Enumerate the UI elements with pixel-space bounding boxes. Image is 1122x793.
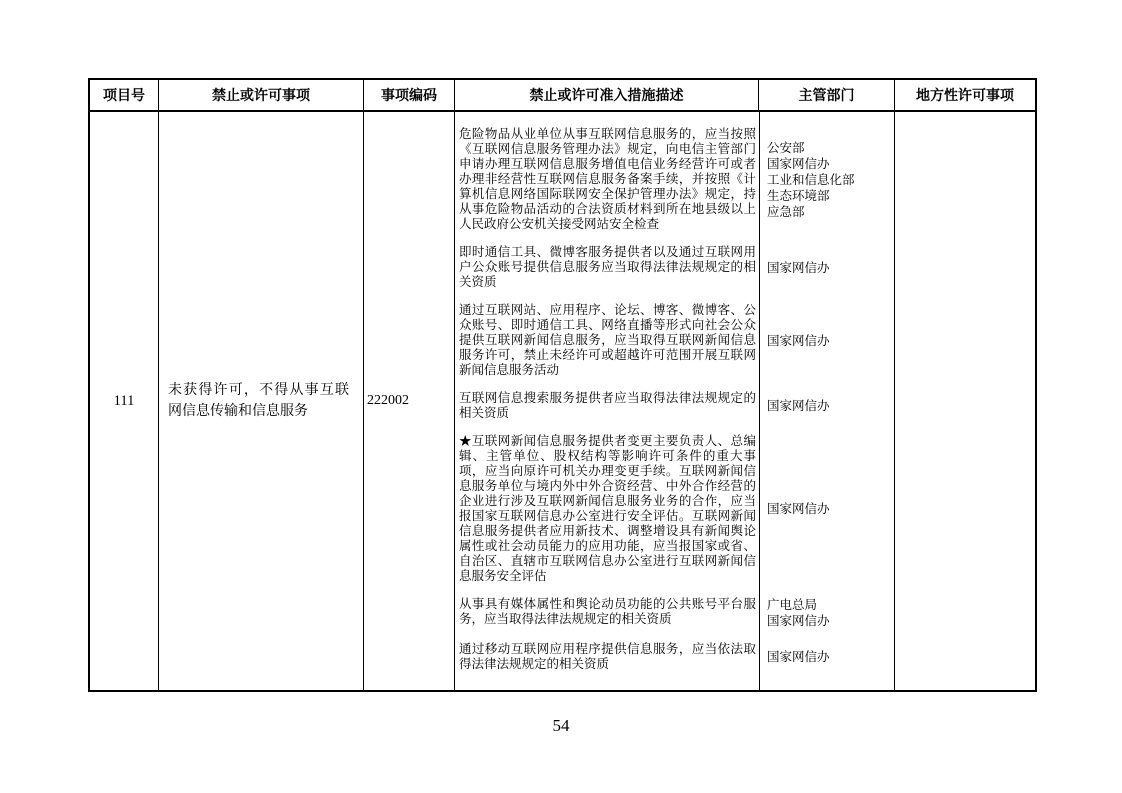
department-name: 国家网信办: [767, 260, 830, 275]
measure-departments: [759, 597, 894, 642]
measure-desc: 通过互联网站、应用程序、论坛、博客、微博客、公众账号、即时通信工具、网络直播等形式向社会公众提供互联网新闻信息服务，应当取得互联网新闻信息服务许可，禁止未经许可或超越许可范围开展互联网新闻信息服务活动: [459, 303, 756, 377]
measure-departments: [759, 112, 894, 245]
department-name: 工业和信息化部: [767, 172, 855, 187]
measure-desc: 互联网信息搜索服务提供者应当取得法律法规规定的相关资质: [459, 391, 756, 420]
department-name: 国家网信办: [767, 614, 830, 628]
measures-filler: [455, 685, 759, 690]
measure-desc: 危险物品从业单位从事互联网信息服务的，应当按照《互联网信息服务管理办法》规定，向电信主管部门申请办理互联网信息服务增值电信业务经营许可或者办理非经营性互联网信息服务备案手续，并按照《计算机信息网络国际联网安全保护管理办法》规定，持从事危险物品活动的合法资质材料到所在地县级以上人民政府公安机关接受网站安全检查: [459, 127, 756, 231]
item-code-cell: 222002: [364, 112, 455, 690]
col-header-measure-desc: 禁止或许可准入措施描述: [455, 80, 759, 112]
measure-desc: 从事具有媒体属性和舆论动员功能的公共账号平台服务，应当取得法律法规规定的相关资质: [459, 597, 756, 626]
measure-desc: ★互联网新闻信息服务提供者变更主要负责人、总编辑、主管单位、股权结构等影响许可条件的重大事项，应当向原许可机关办理变更手续。互联网新闻信息服务单位与境内外中外合资经营、中外合作经营的企业进行涉及互联网新闻信息服务业务的合作，应当报国家互联网信息办公室进行安全评估。互联网新闻信息服务提供者应用新技术、调整增设具有新闻舆论属性或社会动员能力的应用功能，应当报国家或省、自治区、直辖市互联网信息办公室进行互联网新闻信息服务安全评估: [459, 434, 756, 583]
permit-items-table: [88, 78, 1037, 692]
measure-departments: [759, 391, 894, 434]
department-name: 国家网信办: [767, 156, 830, 171]
item-name-cell: [159, 112, 364, 690]
page-number: 54: [552, 716, 570, 735]
measure-departments: [759, 434, 894, 597]
department-name: 国家网信办: [767, 502, 830, 516]
department-name: 国家网信办: [767, 650, 830, 664]
col-header-item: 禁止或许可事项: [159, 80, 364, 112]
measures-grid: [455, 112, 895, 690]
col-header-department: 主管部门: [759, 80, 895, 112]
item-name-text: 未获得许可，不得从事互联网信息传输和信息服务: [168, 383, 349, 419]
col-header-local-permit: 地方性许可事项: [895, 80, 1035, 112]
col-header-code: 事项编码: [364, 80, 455, 112]
local-permit-cell: [895, 112, 1035, 690]
department-name: 应急部: [767, 204, 805, 219]
department-name: 国家网信办: [767, 399, 830, 413]
department-name: 公安部: [767, 140, 805, 155]
department-name: 生态环境部: [767, 188, 830, 203]
department-name: 国家网信办: [767, 333, 830, 348]
measure-desc: 即时通信工具、微博客服务提供者以及通过互联网用户公众账号提供信息服务应当取得法律法规规定的相关资质: [459, 245, 756, 289]
measure-departments: [759, 245, 894, 303]
measure-departments: [759, 642, 894, 685]
department-name: 广电总局: [767, 598, 818, 612]
measure-departments: [759, 303, 894, 391]
measures-filler-dept: [759, 685, 894, 690]
col-header-project-no: 项目号: [90, 80, 159, 112]
project-no-cell: 111: [90, 112, 159, 690]
measure-desc: 通过移动互联网应用程序提供信息服务，应当依法取得法律法规规定的相关资质: [459, 642, 756, 671]
